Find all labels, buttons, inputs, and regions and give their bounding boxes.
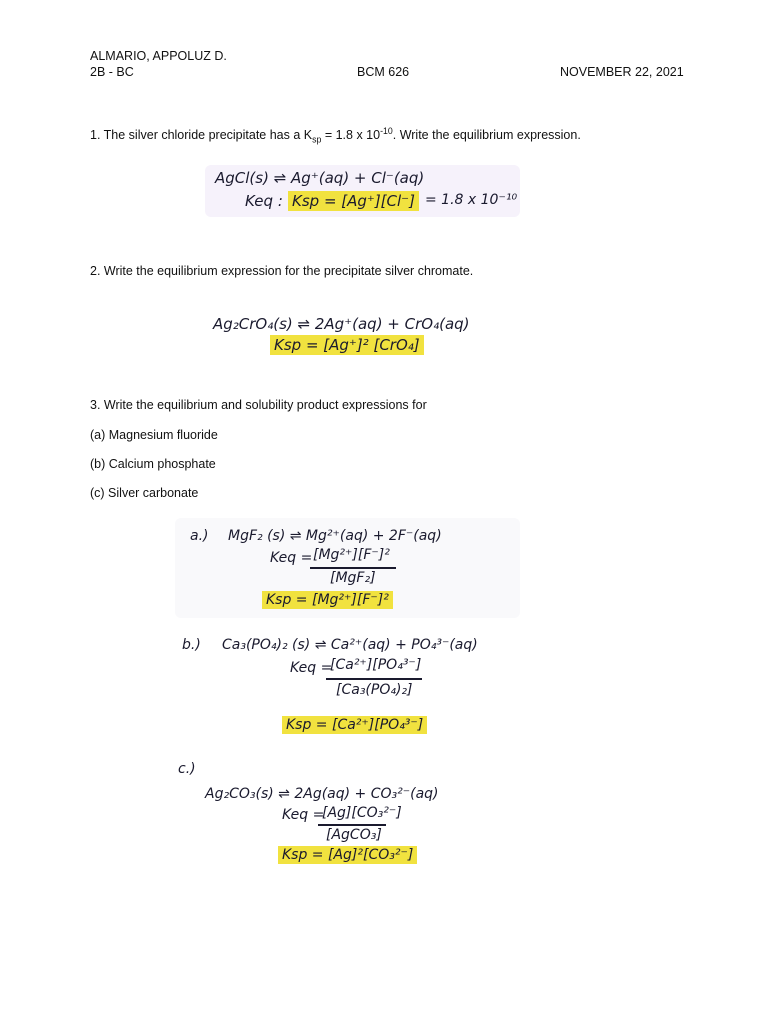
course-code: BCM 626 [357, 65, 410, 79]
question-3c: (c) Silver carbonate [90, 486, 199, 500]
q3b-keq-label: Keq = [290, 660, 333, 676]
q3b-ksp-expression: Ksp = [Ca²⁺][PO₄³⁻] [282, 716, 427, 734]
document-date: NOVEMBER 22, 2021 [560, 65, 684, 79]
q3a-fraction-bar [310, 567, 396, 569]
question-3b: (b) Calcium phosphate [90, 457, 216, 471]
q3c-ksp-expression: Ksp = [Ag]²[CO₃²⁻] [278, 846, 417, 864]
q1-equilibrium-equation: AgCl(s) ⇌ Ag⁺(aq) + Cl⁻(aq) [215, 169, 425, 187]
q3b-numerator: [Ca²⁺][PO₄³⁻] [330, 657, 422, 673]
q3a-denominator: [MgF₂] [330, 570, 376, 586]
q3c-numerator: [Ag][CO₃²⁻] [322, 805, 402, 821]
q3b-label: b.) [182, 637, 201, 653]
q3c-label: c.) [178, 761, 196, 777]
question-1: 1. The silver chloride precipitate has a $K_{sp} = 1.8$ x $10^{-10}$. Write the equilibrium expression. [90, 126, 581, 145]
q3a-keq-label: Keq = [270, 550, 313, 566]
q3c-denominator: [AgCO₃] [326, 827, 382, 843]
q1-ksp-value: = 1.8 x 10⁻¹⁰ [425, 192, 518, 208]
question-3a: (a) Magnesium fluoride [90, 428, 218, 442]
q2-ksp-expression: Ksp = [Ag⁺]² [CrO₄] [270, 335, 424, 355]
question-2: 2. Write the equilibrium expression for the precipitate silver chromate. [90, 264, 474, 278]
q3a-numerator: [Mg²⁺][F⁻]² [313, 547, 390, 563]
q3c-equation: Ag₂CO₃(s) ⇌ 2Ag(aq) + CO₃²⁻(aq) [205, 786, 439, 802]
q3b-fraction-bar [326, 678, 422, 680]
q1-ksp-expression: Ksp = [Ag⁺][Cl⁻] [288, 191, 419, 211]
q2-equilibrium-equation: Ag₂CrO₄(s) ⇌ 2Ag⁺(aq) + CrO₄(aq) [213, 315, 470, 333]
student-section: 2B - BC [90, 65, 134, 79]
q3a-label: a.) [190, 528, 209, 544]
q3b-denominator: [Ca₃(PO₄)₂] [336, 682, 413, 698]
q3a-ksp-expression: Ksp = [Mg²⁺][F⁻]² [262, 591, 393, 609]
q3c-keq-label: Keq = [282, 807, 325, 823]
q3b-equation: Ca₃(PO₄)₂ (s) ⇌ Ca²⁺(aq) + PO₄³⁻(aq) [222, 637, 478, 653]
q3a-equation: MgF₂ (s) ⇌ Mg²⁺(aq) + 2F⁻(aq) [228, 528, 442, 544]
question-3: 3. Write the equilibrium and solubility product expressions for [90, 398, 427, 412]
q1-keq-label: Keq : [245, 192, 283, 210]
student-name: ALMARIO, APPOLUZ D. [90, 49, 227, 63]
q3c-fraction-bar [318, 824, 386, 826]
